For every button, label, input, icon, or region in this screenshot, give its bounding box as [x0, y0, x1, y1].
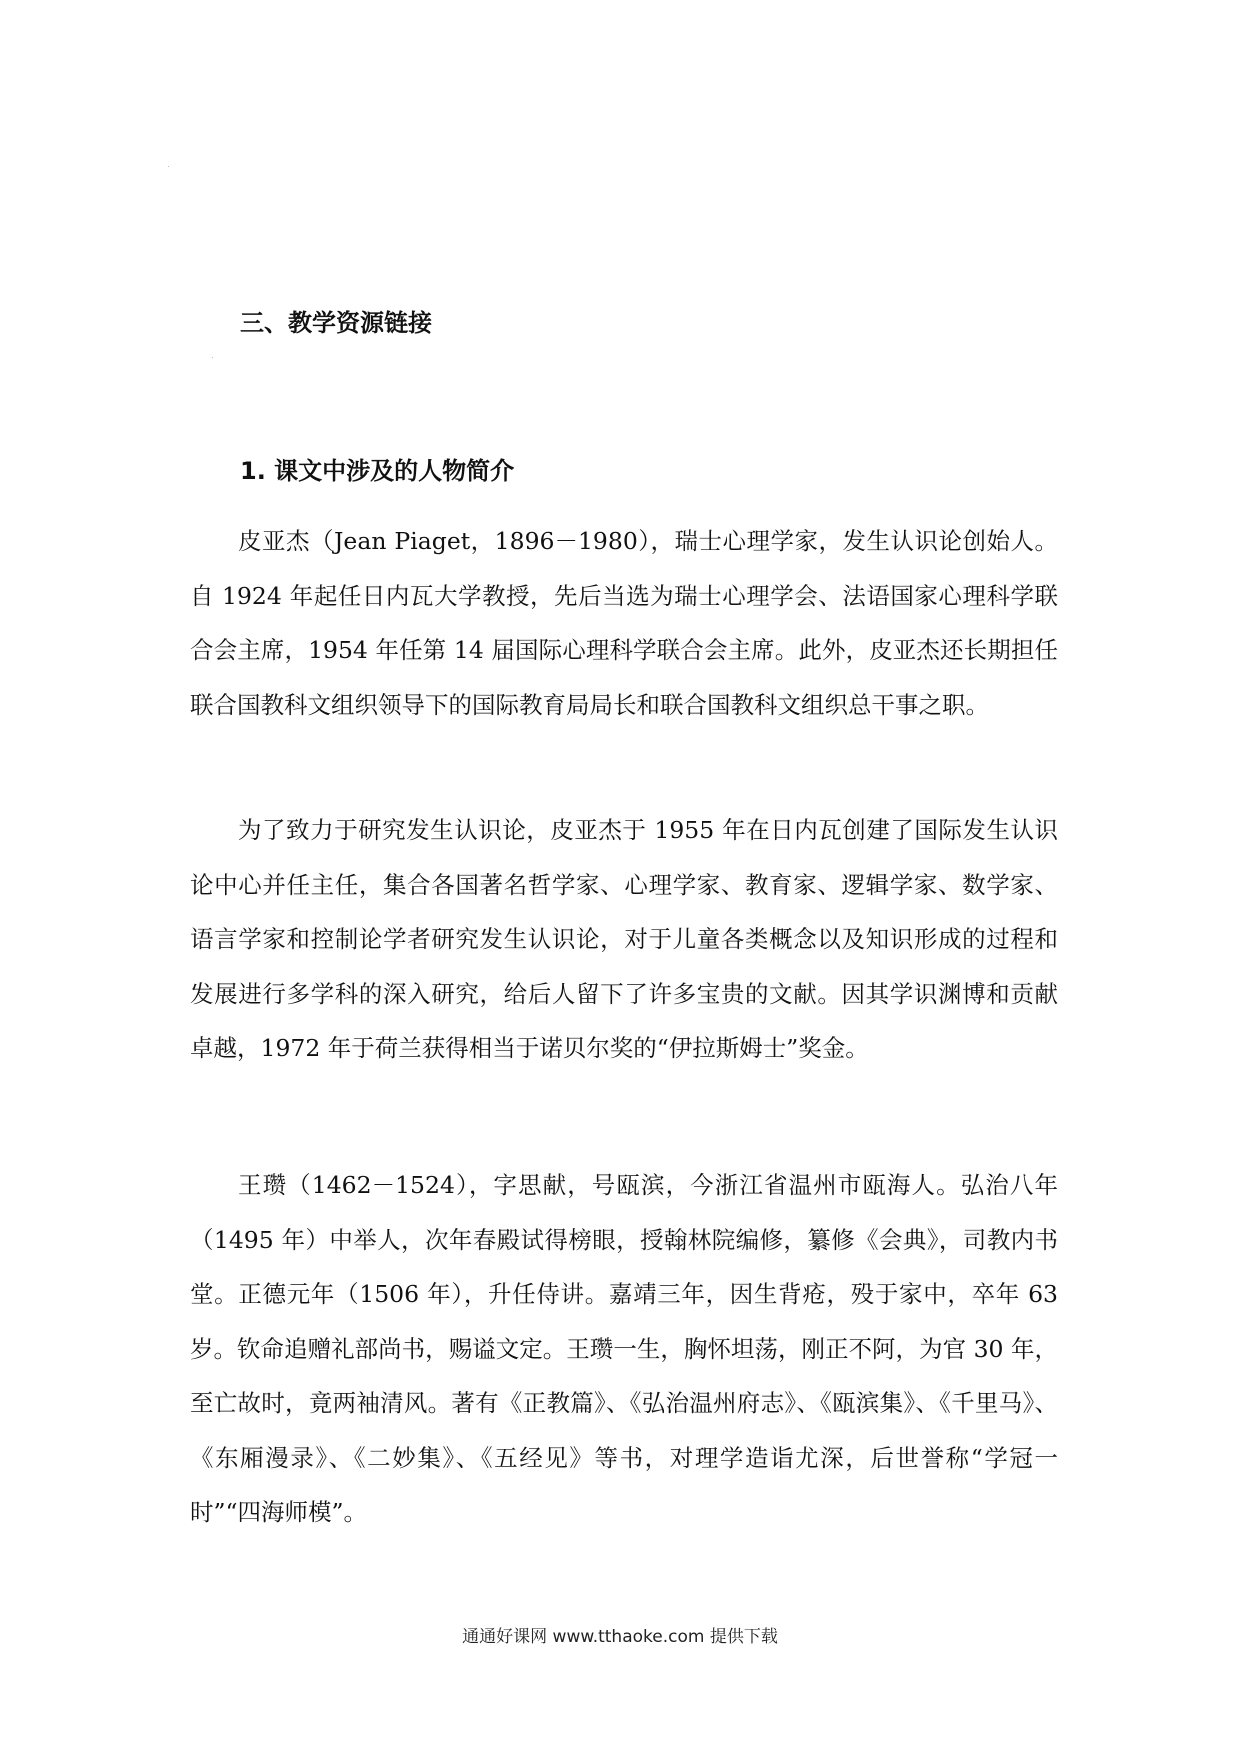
paragraph-piaget-bio: 皮亚杰（Jean Piaget，1896－1980），瑞士心理学家，发生认识论创始人。自 1924 年起任日内瓦大学教授，先后当选为瑞士心理学会、法语国家心理科学联合会主席，1954 年任第 14 届国际心理科学联合会主席。此外，皮亚杰还长期担任联合国教科文组织领导下的国际教育局局长和联合国教科文组织总干事之职。	[190, 527, 1058, 719]
scan-speck	[212, 357, 213, 358]
paragraph-wang-zan-bio: 王瓒（1462－1524），字思献，号瓯滨，今浙江省温州市瓯海人。弘治八年（1495 年）中举人，次年春殿试得榜眼，授翰林院编修，纂修《会典》，司教内书堂。正德元年（1506 年），升任侍讲。嘉靖三年，因生背疮，殁于家中，卒年 63 岁。钦命追赠礼部尚书，赐谥文定。王瓒一生，胸怀坦荡，刚正不阿，为官 30 年，至亡故时，竟两袖清风。著有《正教篇》、《弘治温州府志》、《瓯滨集》、《千里马》、《东厢漫录》、《二妙集》、《五经见》等书，对理学造诣尤深，后世誉称“学冠一时”“四海师模”。	[190, 1171, 1058, 1526]
section-heading: 三、教学资源链接	[240, 309, 432, 337]
scan-speck	[168, 166, 169, 167]
page-footer: 通通好课网 www.tthaoke.com 提供下载	[462, 1627, 778, 1647]
subsection-heading: 1. 课文中涉及的人物简介	[240, 457, 515, 485]
paragraph-piaget-research: 为了致力于研究发生认识论，皮亚杰于 1955 年在日内瓦创建了国际发生认识论中心并任主任，集合各国著名哲学家、心理学家、教育家、逻辑学家、数学家、语言学家和控制论学者研究发生认识论，对于儿童各类概念以及知识形成的过程和发展进行多学科的深入研究，给后人留下了许多宝贵的文献。因其学识渊博和贡献卓越，1972 年于荷兰获得相当于诺贝尔奖的“伊拉斯姆士”奖金。	[190, 816, 1058, 1062]
